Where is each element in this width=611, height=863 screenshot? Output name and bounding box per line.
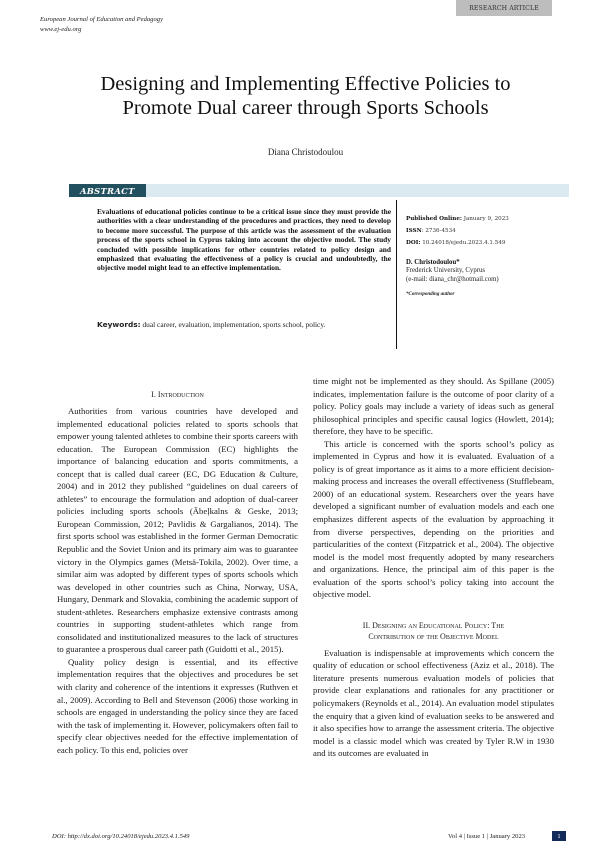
footer-doi-link[interactable]: DOI: http://dx.doi.org/10.24018/ejedu.2023.4.1.549 [52,833,190,840]
article-type-badge: RESEARCH ARTICLE [456,0,552,16]
author-email[interactable]: (e-mail: diana_chr@hotmail.com) [406,275,499,283]
intro-paragraph-2: Quality policy design is essential, and its effective implementation requires that the objectives and procedures be set with clarity and coherence of the intentions it expresses (Ruthven et al., 2009). According to Bell and Stevenson (2006) those working in schools are engaged in understanding the policy since they are faced with the task of implementing it. However, policymakers often fail to specify clear objectives needed for the effective implementation of each policy. To this end, policies over [57,656,298,755]
footer-volume-info: Vol 4 | Issue 1 | January 2023 [448,833,526,840]
author-name: Diana Christodoulou [267,147,344,157]
title-line-1: Designing and Implementing Effective Policies to [100,73,511,95]
keywords [97,320,325,329]
section-heading-2: II. Designing an Educational Policy: The Contribution of the Objective Model [362,620,505,641]
abstract-divider [396,200,397,349]
doi-link[interactable]: 10.24018/ejedu.2023.4.1.549 [422,240,506,246]
section-2-paragraph-1: Evaluation is indispensable at improvements which concern the quality of education or school effectiveness (Aziz et al., 2018). The literature presents numerous evaluation models of policies that provide clear explanations and rationales for any practitioner or policymakers (Reynolds et al., 2014). An evaluation model stipulates the enquiry that a given kind of evaluation seeks to be answered and it also specifies how to arrange the assessment criteria. The objective model is a classic model which was created by Tyler R.W in 1930 and its outcomes are evaluated in [313,647,554,759]
left-column [57,389,298,756]
abstract-text: Evaluations of educational policies continue to be a critical issue since they must provide the authorities with a clear understanding of the procedures and practices, they need to develop to become more successful. The purpose of this article was the assessment of the evaluation process of the sports school in Cyprus taking into account the objective model. The study concluded with possible implications for other countries related to policy design and emphasized that evaluating the effectiveness of a policy is crucial and undoubtedly, the objective model might lead to an effective implementation. [97,207,391,273]
intro-paragraph-2-continued: time might not be implemented as they should. As Spillane (2005) indicates, implementation failure is the outcome of poor clarity of a policy. Policy goals may include a variety of ideas such as general philosophical principles and specific causal logics (Howlett, 2014); therefore, they have to be specific. [313,376,554,437]
author-affiliation: Frederick University, Cyprus [406,267,486,275]
journal-header [40,15,163,34]
title-line-2: Promote Dual career through Sports Schools [122,97,489,119]
right-column [313,375,554,760]
intro-paragraph-3: This article is concerned with the sports school’s policy as implemented in Cyprus and how it is evaluated. Evaluation of a policy is of great importance as it aims to a more efficient decision-making process and increases the overall effectiveness (Stufflebeam, 2000) of an educational system. Researchers over the years have developed a significant number of evaluation models and each one emphasizes different aspects of the evaluation by approaching it from diverse perspectives, depending on the priorities and particularities of the context (Fitzpatrick et al., 2004). The objective model is the model most frequently adopted by many researchers and organizations. Hence, the principal aim of this paper is the evaluation of the sports school’s policy taking into account the objective model. [313,438,554,600]
journal-name: European Journal of Education and Pedagogy [40,16,164,23]
author-short-name: D. Christodoulou* [406,259,460,266]
author-info [406,259,576,284]
doi: DOI: 10.24018/ejedu.2023.4.1.549 [406,240,506,246]
journal-url[interactable]: www.ej-edu.org [40,25,82,33]
keywords-label: Keywords: [97,320,141,329]
section-heading-introduction: I. Introduction [151,390,204,399]
article-title [40,72,571,120]
page-number: 1 [552,831,566,841]
corresponding-author-note: *Corresponding author [406,292,455,298]
article-info-sidebar [406,216,576,297]
published-date: Published Online: January 9, 2023 [406,216,509,222]
intro-paragraph-1: Authorities from various countries have developed and implemented educational policies related to sports schools that empower young talented athletes to combine their sports careers with education. The European Commission (EC) highlights the importance of balancing education and sports commitments, a concept that is called dual career (EC, DG Education & Culture, 2004) and in 2012 they published “guidelines on dual careers of athletes” to encourage the formulation and adoption of dual-career policies including sports schools (Ābeļkalns & Geske, 2013; European Commission, 2012; Pavlidis & Gargalianos, 2014). The first sports school was established in the former German Democratic Republic and the Soviet Union and its primary aim was to guarantee victory in the Olympics games (Metsä-Tokila, 2002). Over time, a similar aim was adopted by different types of sports schools which was developed in other countries such as China, Norway, USA, Hungary, Denmark and Slovakia, combining the academic support of student-athletes. Researchers emphasize extensive contrasts among countries in supporting student-athletes which range from consolidated and institutionalized measures to the lack of structures to guarantee a prosperous dual career path (Guidotti et al., 2015). [57,406,299,655]
keywords-list: dual career, evaluation, implementation, sports school, policy. [142,320,326,329]
abstract-label: ABSTRACT [69,184,146,197]
issn: ISSN: 2736-4534 [406,228,456,234]
